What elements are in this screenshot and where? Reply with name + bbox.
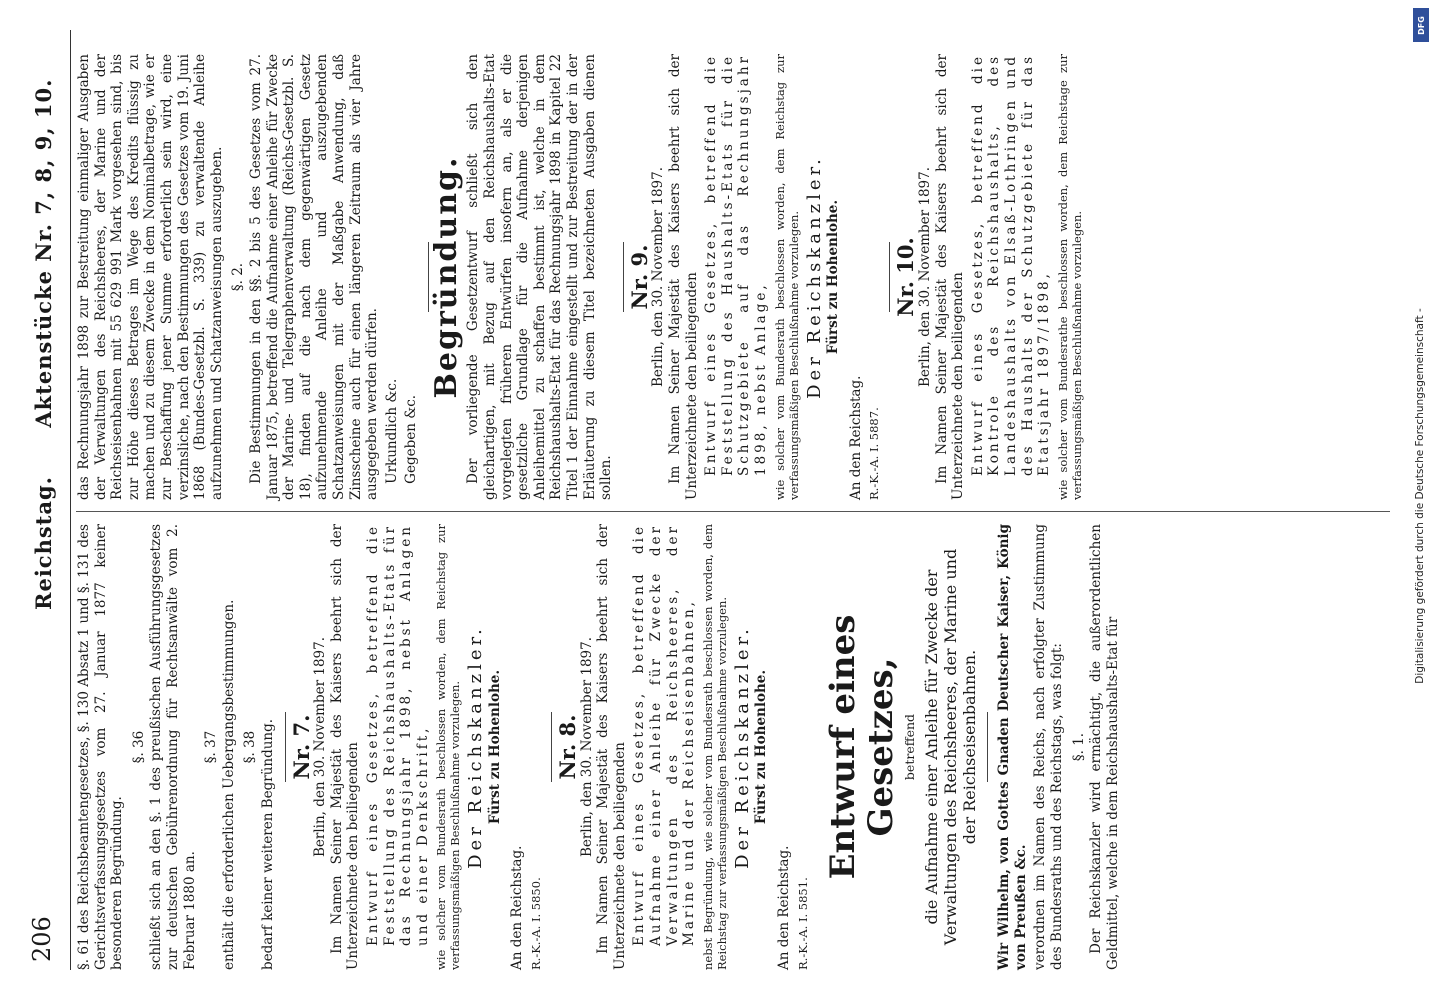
- section-heading: §. 2.: [230, 262, 247, 292]
- bill-heading-betreffend: betreffend: [901, 713, 917, 781]
- paragraph: nebst Begründung, wie solcher vom Bundesrath beschlossen worden, dem Reichstag zur verfassungsmäßigen Beschlußnahme vorzulegen.: [700, 524, 729, 970]
- header-rule: [70, 30, 71, 970]
- running-title: [31, 78, 56, 610]
- paragraph: Im Namen Seiner Majestät des Kaisers beehrt sich der Unterzeichnete den beiliegenden: [933, 54, 967, 500]
- paragraph: wie solcher vom Bundesrath beschlossen worden, dem Reichstag zur verfassungsmäßigen Beschlußnahme vorzulegen.: [434, 524, 463, 970]
- section-heading: §. 38: [242, 730, 259, 764]
- section-heading: §. 1.: [1070, 732, 1087, 762]
- column-divider: [76, 511, 1390, 512]
- page-header: [30, 30, 70, 970]
- rotated-document-page: [30, 30, 1430, 970]
- page-number: 206: [28, 916, 56, 962]
- document-number-7: Nr. 7.: [288, 714, 314, 780]
- separator-rule: [889, 242, 890, 312]
- dfg-logo-text: DFG: [1416, 15, 1426, 35]
- document-number-9: Nr. 9.: [626, 244, 652, 310]
- sidenote-text: Digitalisierung gefördert durch die Deutsche Forschungsgemeinschaft -: [1414, 308, 1426, 684]
- addressee: An den Reichstag.: [847, 375, 864, 500]
- signature-name: Fürst zu Hohenlohe.: [825, 199, 842, 355]
- separator-rule: [551, 712, 552, 782]
- document-number-10: Nr. 10.: [893, 237, 919, 317]
- section-heading: §. 36: [130, 730, 147, 764]
- paragraph: Die Bestimmungen in den §§. 2 bis 5 des Gesetzes vom 27. Januar 1875, betreffend die Aufnahme einer Anleihe für Zwecke der Marine- und Telegraphenverwaltung (Reichs-Gesetzbl. S. 18), finden auf die nach dem gegenwärtigen Gesetz aufzunehmende Anleihe und auszugebenden Schatzanweisungen mit der Maßgabe Anwendung, daß Zinsscheine auch für einen längeren Zeitraum als vier Jahre ausgegeben werden dürfen.: [247, 54, 381, 500]
- paragraph: verordnen im Namen des Reichs, nach erfolgter Zustimmung des Bundesraths und des Reichstags, was folgt:: [1032, 524, 1065, 970]
- enacting-name: Wir Wilhelm,: [996, 869, 1013, 970]
- bill-title: Entwurf eines Gesetzes, betreffend die Feststellung des Reichshaushalts-Etats für das Rechnungsjahr 1898, nebst Anlagen und einer Denkschrift,: [364, 524, 431, 946]
- enacting-titles: von Gottes Gnaden Deutscher Kaiser, König von Preußen &c.: [996, 523, 1029, 970]
- paragraph: bedarf keiner weiteren Begründung.: [259, 718, 276, 970]
- signature-office: Der Reichskanzler.: [803, 155, 825, 399]
- signature-office: Der Reichskanzler.: [465, 625, 487, 869]
- bill-title: Entwurf eines Gesetzes, betreffend die Feststellung des Haushalts-Etats für die Schutzgebiete auf das Rechnungsjahr 1898, nebst Anlage,: [703, 54, 769, 476]
- paragraph: enthält die erforderlichen Uebergangsbestimmungen.: [220, 599, 237, 970]
- paragraph: wie solcher vom Bundesrathe beschlossen worden, dem Reichstage zur verfassungsmäßigen Beschlußnahme vorzulegen.: [1055, 54, 1084, 500]
- signature-name: Fürst zu Hohenlohe.: [486, 669, 503, 825]
- separator-rule: [285, 712, 286, 782]
- paragraph: §. 61 des Reichsbeamtengesetzes, §. 130 Absatz 1 und §. 131 des Gerichtsverfassungsgesetzes vom 27. Januar 1877 keiner besonderen Begründung.: [76, 524, 126, 970]
- paragraph: Im Namen Seiner Majestät des Kaisers beehrt sich der Unterzeichnete den beiliegenden: [667, 54, 700, 500]
- bill-heading: Entwurf eines Gesetzes,: [822, 614, 901, 880]
- paragraph: Der Reichskanzler wird ermächtigt, die außerordentlichen Geldmittel, welche in dem Reichshaushalts-Etat für: [1088, 524, 1121, 970]
- paragraph: Im Namen Seiner Majestät des Kaisers beehrt sich der Unterzeichnete den beiliegenden: [595, 524, 628, 970]
- date-line: Berlin, den 30. November 1897.: [578, 636, 595, 858]
- running-title-right: Aktenstücke Nr. 7, 8, 9, 10.: [31, 78, 56, 428]
- left-column: [76, 524, 1430, 970]
- right-column: [76, 54, 1430, 500]
- date-line: Berlin, den 30. November 1897.: [312, 636, 329, 858]
- reference-number: R.-K.-A. I. 5850.: [529, 877, 544, 970]
- paragraph: Der vorliegende Gesetzentwurf schließt sich den gleichartigen, mit Bezug auf den Reichshaushalts-Etat vorgelegten früheren Entwürfen insofern an, als er die gesetzliche Grundlage für die Aufnahme derjenigen Anleihemittel zu schaffen bestimmt ist, welche in dem Reichshaushalts-Etat für das Rechnungsjahr 1898 in Kapitel 22 Titel 1 der Einnahme eingestellt und zur Bestreitung der in der Erläuterung zu diesem Titel bezeichneten Ausgaben dienen sollen.: [465, 54, 615, 500]
- enacting-formula: [996, 524, 1029, 970]
- paragraph: schließt sich an den §. 1 des preußischen Ausführungsgesetzes zur deutschen Gebührenordnung für Rechtsanwälte vom 2. Februar 1880 an.: [148, 524, 198, 970]
- reference-number: R.-K.-A. I. 5887.: [867, 407, 882, 500]
- bill-subject: die Aufnahme einer Anleihe für Zwecke der Verwaltungen des Reichsheeres, der Marine und der Reichseisenbahnen.: [922, 548, 980, 946]
- separator-rule: [623, 242, 624, 312]
- bill-title: Entwurf eines Gesetzes, betreffend die Kontrole des Reichshaushalts, des Landeshaushalts von Elsaß-Lothringen und des Haushalts der Schutzgebiete für das Etatsjahr 1897/1898,: [969, 54, 1053, 476]
- reference-number: R.-K.-A. I. 5851.: [795, 877, 810, 970]
- addressee: An den Reichstag.: [509, 845, 526, 970]
- date-line: Berlin, den 30. November 1897.: [916, 166, 933, 388]
- signature-office: Der Reichskanzler.: [731, 625, 753, 869]
- digitization-sidenote: [1410, 20, 1430, 980]
- closing-formula: Gegeben &c.: [403, 394, 420, 484]
- separator-rule: [987, 712, 988, 782]
- begruendung-heading: Begründung.: [428, 155, 464, 399]
- addressee: An den Reichstag.: [776, 845, 792, 970]
- document-number-8: Nr. 8.: [555, 714, 581, 780]
- signature-name: Fürst zu Hohenlohe.: [753, 669, 770, 825]
- bill-title: Entwurf eines Gesetzes, betreffend die Aufnahme einer Anleihe für Zwecke der Verwaltungen des Reichsheeres, der Marine und der Reichseisenbahnen,: [631, 524, 698, 946]
- paragraph: das Rechnungsjahr 1898 zur Bestreitung einmaliger Ausgaben der Verwaltungen des Reichsheeres, der Marine und der Reichseisenbahnen mit 55 629 991 Mark vorgesehen sind, bis zur Höhe dieses Betrages im Wege des Kredits flüssig zu machen und zu diesem Zwecke in dem Nominalbetrage, wie er zur Beschaffung jener Summe erforderlich sein wird, eine verzinsliche, nach den Bestimmungen des Gesetzes vom 19. Juni 1868 (Bundes-Gesetzbl. S. 339) zu verwaltende Anleihe aufzunehmen und Schatzanweisungen auszugeben.: [76, 54, 225, 500]
- date-line: Berlin, den 30. November 1897.: [650, 166, 667, 388]
- closing-formula: Urkundlich &c.: [383, 378, 400, 484]
- paragraph: Im Namen Seiner Majestät des Kaisers beehrt sich der Unterzeichnete den beiliegenden: [328, 524, 362, 970]
- section-heading: §. 37: [203, 730, 220, 764]
- paragraph: wie solcher vom Bundesrath beschlossen worden, dem Reichstag zur verfassungsmäßigen Beschlußnahme vorzulegen.: [772, 54, 801, 500]
- running-title-left: Reichstag.: [31, 476, 56, 610]
